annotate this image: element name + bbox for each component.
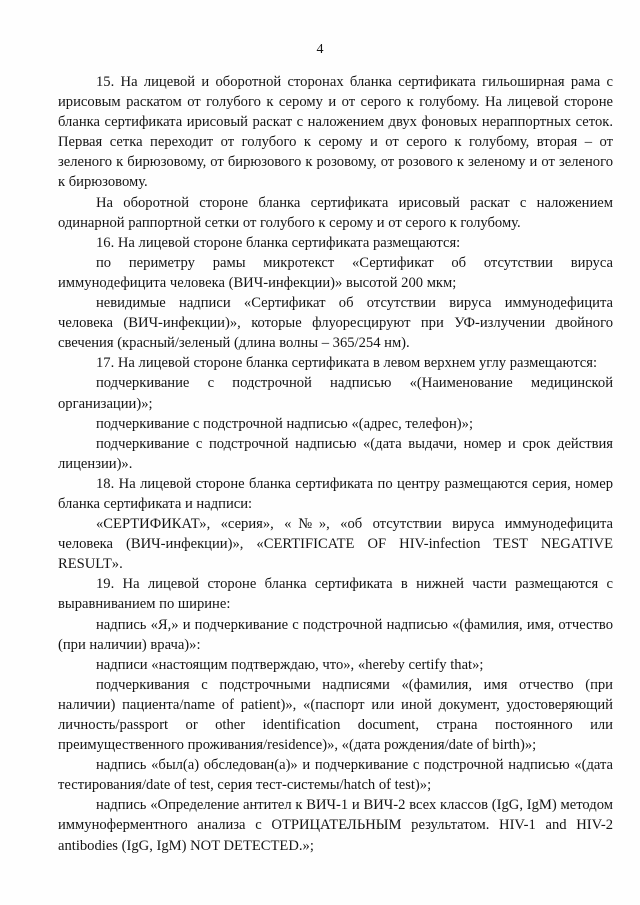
paragraph-19-examined: надпись «был(а) обследован(а)» и подчеркивание с подстрочной надписью «(дата тестирования/date of test, серия тест-системы/hatch of test)»;	[58, 757, 613, 794]
paragraph-19: 19. На лицевой стороне бланка сертификата в нижней части размещаются с выравниванием по ширине:	[58, 576, 613, 613]
paragraph-15: 15. На лицевой и оборотной сторонах бланка сертификата гильоширная рама с ирисовым раскатом от голубого к серому и от серого к голубому. На лицевой стороне бланка сертификата ирисовый раскат с наложением двух фоновых нераппортных сеток. Первая сетка переходит от голубого к серому и от серого к голубому, вторая – от зеленого к бирюзовому, от бирюзового к розовому, от розового к зеленому и от зеленого к бирюзовому.	[58, 74, 613, 191]
page-number: 4	[316, 42, 324, 57]
paragraph-19-antibodies: надпись «Определение антител к ВИЧ-1 и ВИЧ-2 всех классов (IgG, IgM) методом иммуноферментного анализа с ОТРИЦАТЕЛЬНЫМ результатом. HIV-1 and HIV-2 antibodies (IgG, IgM) NOT DETECTED.»;	[58, 797, 613, 854]
paragraph-17-license: подчеркивание с подстрочной надписью «(дата выдачи, номер и срок действия лицензии)».	[58, 435, 613, 472]
paragraph-16: 16. На лицевой стороне бланка сертификата размещаются:	[96, 234, 461, 251]
paragraph-17-address: подчеркивание с подстрочной надписью «(адрес, телефон)»;	[96, 415, 473, 432]
paragraph-19-patient: подчеркивания с подстрочными надписями «(фамилия, имя отчество (при наличии) пациента/name of patient)», «(паспорт или иной документ, удостоверяющий личность/passport or other identification document, страна постоянного или преимущественного проживания/residence)», «(дата рождения/date of birth)»;	[58, 676, 613, 754]
paragraph-18: 18. На лицевой стороне бланка сертификата по центру размещаются серия, номер бланка сертификата и надписи:	[58, 475, 613, 512]
paragraph-18-labels: «СЕРТИФИКАТ», «серия», «№», «об отсутствии вируса иммунодефицита человека (ВИЧ-инфекции)», «CERTIFICATE OF HIV-infection TEST NEGATIVE RESULT».	[58, 516, 613, 573]
paragraph-16-invisible-text: невидимые надписи «Сертификат об отсутствии вируса иммунодефицита человека (ВИЧ-инфекции)», которые флуоресцируют при УФ-излучении двойного свечения (красный/зеленый (длина волны – 365/254 нм).	[58, 295, 613, 352]
paragraph-17: 17. На лицевой стороне бланка сертификата в левом верхнем углу размещаются:	[96, 355, 598, 372]
paragraph-17-organization: подчеркивание с подстрочной надписью «(Наименование медицинской организации)»;	[58, 375, 613, 412]
paragraph-19-doctor: надпись «Я,» и подчеркивание с подстрочной надписью «(фамилия, имя, отчество (при наличии) врача)»:	[58, 616, 613, 653]
paragraph-19-certify: надписи «настоящим подтверждаю, что», «hereby certify that»;	[96, 656, 484, 673]
document-body	[58, 72, 613, 856]
paragraph-16-microtext: по периметру рамы микротекст «Сертификат об отсутствии вируса иммунодефицита человека (ВИЧ-инфекции)» высотой 200 мкм;	[58, 254, 613, 291]
paragraph-15-reverse-side: На оборотной стороне бланка сертификата ирисовый раскат с наложением одинарной раппортной сетки от голубого к серому и от серого к голубому.	[58, 194, 613, 231]
